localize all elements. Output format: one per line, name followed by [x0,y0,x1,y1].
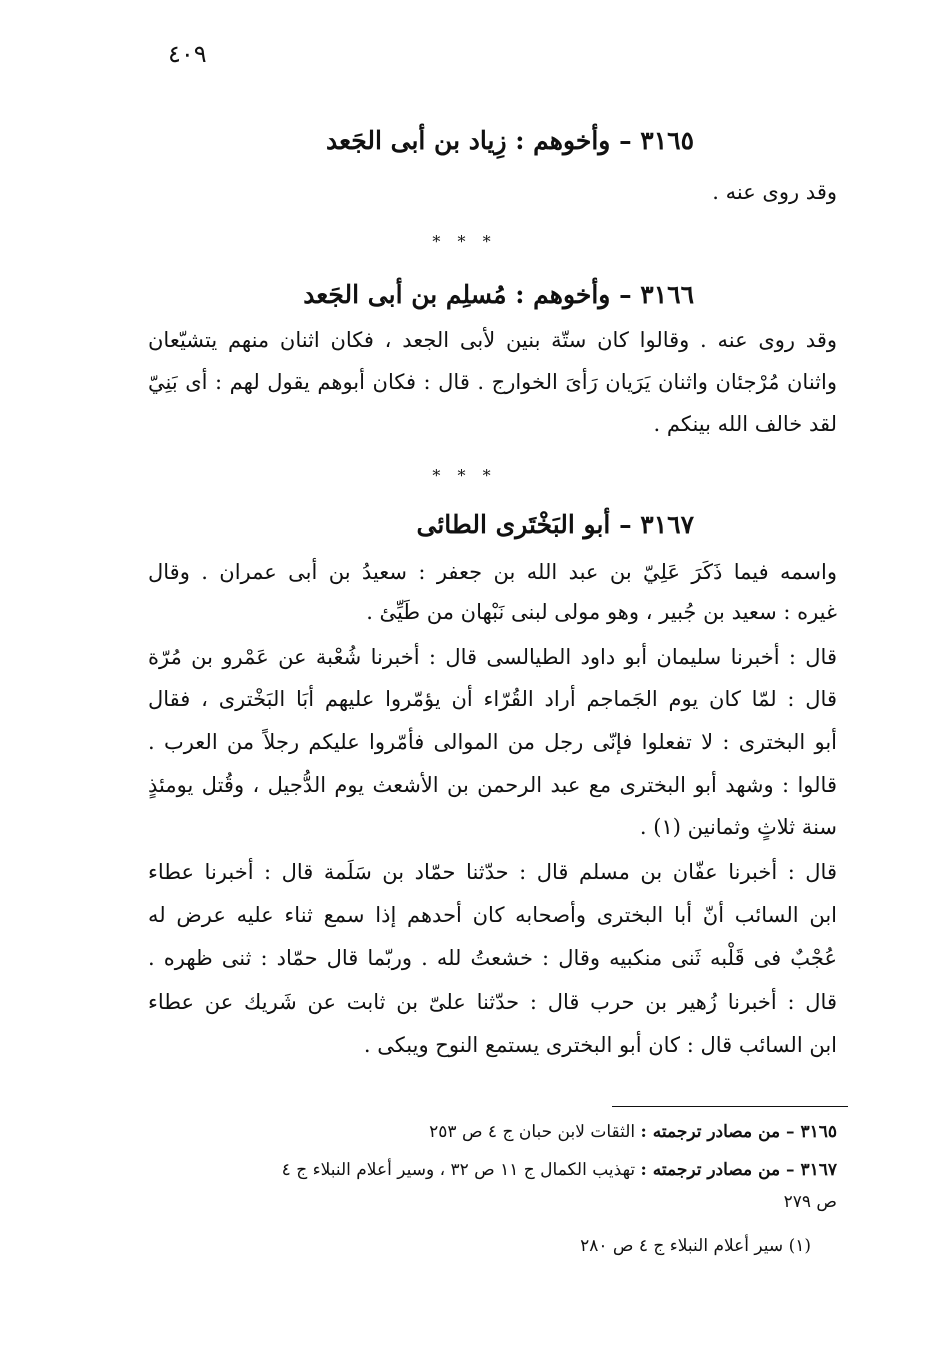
footnote-rule [612,1106,848,1107]
footnote-3167-text: تهذيب الكمال ج ١١ ص ٣٢ ، وسير أعلام النبلاء ج ٤ [281,1160,641,1180]
footnote-3165-text: الثقات لابن حبان ج ٤ ص ٢٥٣ [429,1122,641,1142]
entry-3167-line-5: أبو البخترى : لا تفعلوا فإنّى رجل من الموالى فأمّروا عليكم رجلاً من العرب . [148,730,837,754]
entry-title-3165: ٣١٦٥ – وأخوهم : زِياد بن أبى الجَعد [326,126,694,155]
footnote-3167-continuation: ص ٢٧٩ [783,1192,837,1212]
separator-stars-2: * * * [432,466,497,485]
entry-3166-line-3: لقد خالف الله بينكم . [653,412,837,436]
entry-3167-line-12: ابن السائب قال : كان أبو البخترى يستمع النوح ويبكى . [363,1033,837,1057]
entry-3166-line-2: واثنان مُرْجئان واثنان يَرَيان رَأىَ الخوارج . قال : فكان أبوهم يقول لهم : أى بَنِيّ [148,370,837,394]
entry-3167-line-11: قال : أخبرنا زُهير بن حرب قال : حدّثنا علىّ بن ثابت عن شَريك عن عطاء [148,990,837,1014]
entry-3167-line-3: قال : أخبرنا سليمان أبو داود الطيالسى قال : أخبرنا شُعْبة عن عَمْرو بن مُرّة [148,645,837,669]
footnote-3165 [429,1122,837,1142]
footnote-3165-label: ٣١٦٥ – من مصادر ترجمته : [640,1122,837,1142]
entry-3167-line-7: سنة ثلاثٍ وثمانين (١) . [639,815,837,839]
entry-3166-line-1: وقد روى عنه . وقالوا كان ستّة بنين لأبى الجعد ، فكان اثنان منهم يتشيّعان [148,328,837,352]
footnote-3167-label: ٣١٦٧ – من مصادر ترجمته : [640,1160,837,1180]
entry-3167-line-8: قال : أخبرنا عفّان بن مسلم قال : حدّثنا حمّاد بن سَلَمة قال : أخبرنا عطاء [148,860,837,884]
entry-3165-line-1: وقد روى عنه . [712,180,837,204]
page-number: ٤٠٩ [168,40,207,68]
entry-3167-line-1: واسمه فيما ذَكَرَ عَلِيّ بن عبد الله بن جعفر : سعيدُ بن أبى عمران . وقال [148,560,837,584]
footnote-1: (١) سير أعلام النبلاء ج ٤ ص ٢٨٠ [580,1236,811,1256]
entry-3167-line-4: قال : لمّا كان يوم الجَماجم أراد القُرّاء أن يؤمّروا عليهم أبَا البَخْترى ، فقال [148,687,837,711]
entry-3167-line-2: غيره : سعيد بن جُبير ، وهو مولى لبنى نَبْهان من طَيِّئ . [366,600,837,624]
entry-3167-line-10: عُجْبٌ فى قَلْبه ثَنى منكبيه وقال : خشعتُ لله . وربّما قال حمّاد : ثنى ظهره . [148,946,837,970]
entry-title-3167: ٣١٦٧ – أبو البَخْتَرى الطائى [416,510,694,539]
separator-stars-1: * * * [432,232,497,251]
entry-title-3166: ٣١٦٦ – وأخوهم : مُسلِم بن أبى الجَعد [303,280,694,309]
entry-3167-line-6: قالوا : وشهد أبو البخترى مع عبد الرحمن بن الأشعث يوم الدُّجيل ، وقُتل يومئذٍ [148,773,837,797]
entry-3167-line-9: ابن السائب أنّ أبا البخترى وأصحابه كان أحدهم إذا سمع ثناء عليه عرض له [148,903,837,927]
footnote-3167 [282,1160,837,1180]
